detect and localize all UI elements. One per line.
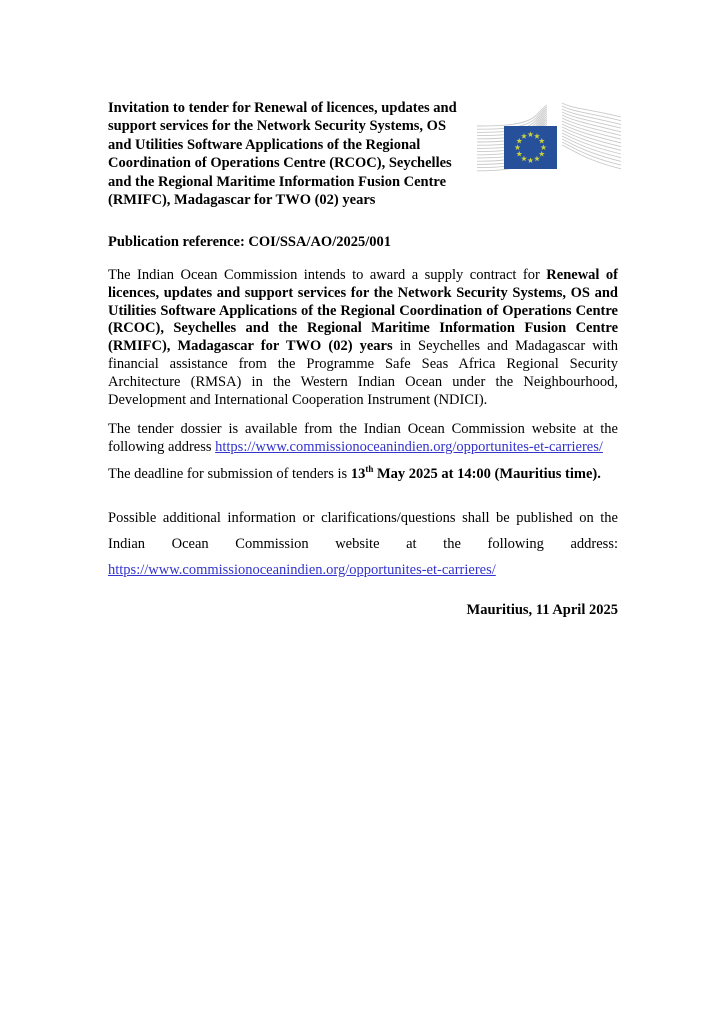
european-commission-logo <box>476 99 624 199</box>
dossier-text: The tender dossier is available from the Indian Ocean Commission website at the following address <box>108 421 618 456</box>
intro-text-1: The Indian Ocean Commission intends to award a supply contract for <box>108 267 547 283</box>
deadline-prefix: The deadline for submission of tenders is <box>108 465 351 482</box>
document-content <box>108 99 618 619</box>
deadline-value <box>351 466 601 482</box>
dateline: Mauritius, 11 April 2025 <box>466 601 618 618</box>
tender-dossier-link[interactable]: https://www.commissionoceanindien.org/opportunites-et-carrieres/ <box>215 439 603 456</box>
clarifications-paragraph <box>108 505 618 583</box>
logo-waves-right-icon <box>562 103 621 169</box>
document-title: Invitation to tender for Renewal of licences, updates and support services for the Network Security Systems, OS and Utilities Software Applications of the Regional Coordination of Operations Centre (RCOC), Seychelles and the Regional Maritime Information Fusion Centre (RMIFC), Madagascar for TWO (02) years <box>108 100 457 209</box>
clarifications-text: Possible additional information or clarifications/questions shall be published on the Indian Ocean Commission website at the following address: <box>108 509 618 552</box>
dossier-paragraph <box>108 421 618 457</box>
document-header <box>108 99 618 212</box>
intro-text-2: in Seychelles and Madagascar with financial assistance from the Programme Safe Seas Africa Regional Security Architecture (RMSA) in the Western Indian Ocean under the Neighbourhood, Development and International Cooperation Instrument (NDICI). <box>108 338 619 408</box>
eu-flag-icon <box>504 126 557 169</box>
clarifications-link[interactable]: https://www.commissionoceanindien.org/opportunites-et-carrieres/ <box>108 561 496 578</box>
intro-contract-title: Renewal of licences, updates and support services for the Network Security Systems, OS and Utilities Software Applications of the Regional Coordination of Operations Centre (RCOC), Seychelles and the Regional Maritime Information Fusion Centre (RMIFC), Madagascar for TWO (02) years <box>108 267 618 355</box>
deadline-paragraph <box>108 466 618 484</box>
publication-reference: Publication reference: COI/SSA/AO/2025/001 <box>108 234 392 250</box>
deadline-ordinal: th <box>365 464 374 475</box>
intro-paragraph <box>108 267 618 409</box>
deadline-day: 13 <box>350 465 366 482</box>
deadline-rest: May 2025 at 14:00 (Mauritius time). <box>373 465 601 482</box>
